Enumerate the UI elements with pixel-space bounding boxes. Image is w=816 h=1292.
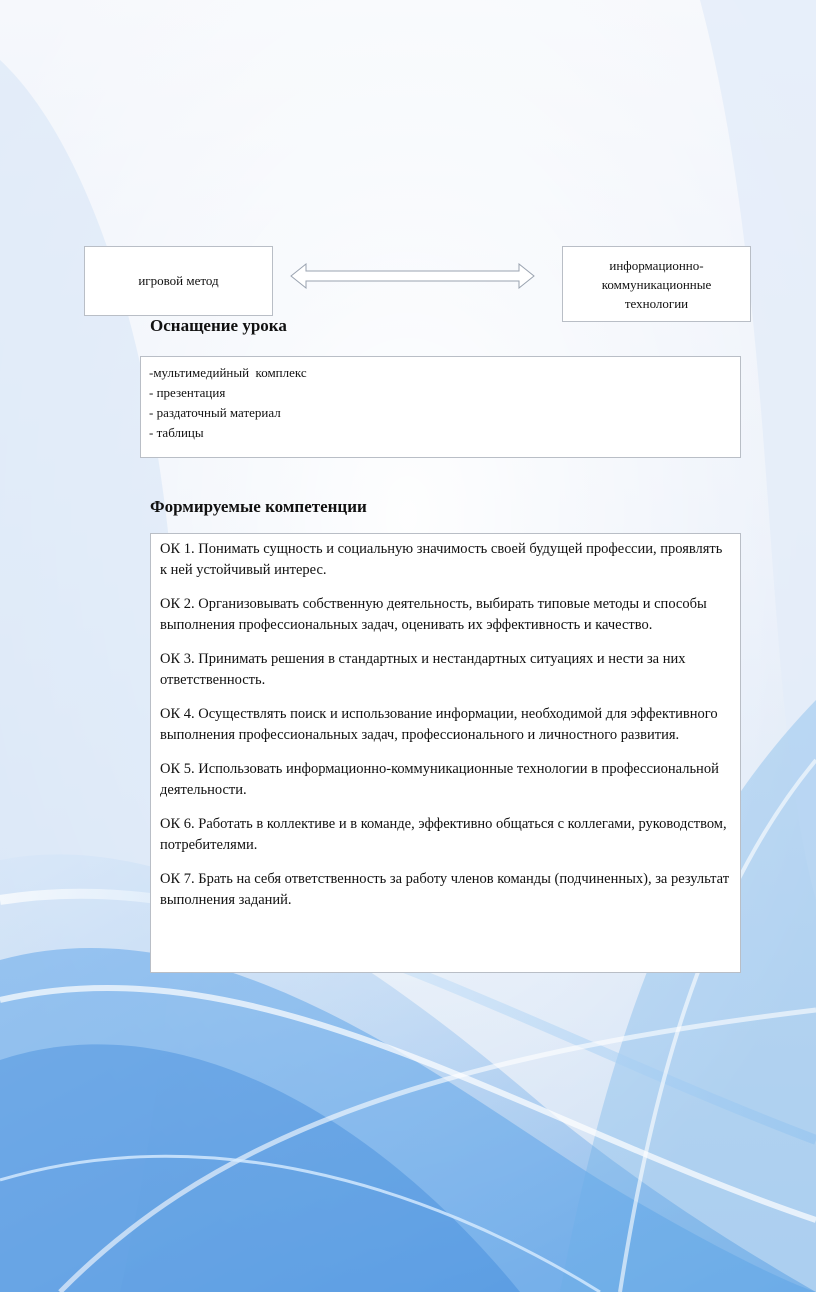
- equipment-item: - раздаточный материал: [149, 405, 281, 420]
- equipment-heading: Оснащение урока: [150, 316, 287, 335]
- method-ict-line: технологии: [624, 295, 689, 311]
- competency-item: ОК 3. Принимать решения в стандартных и нестандартных ситуациях и нести за них ответственность.: [160, 651, 686, 688]
- method-game-label: игровой метод: [138, 273, 219, 288]
- equipment-item: - презентация: [149, 385, 226, 400]
- competency-item: ОК 6. Работать в коллективе и в команде, эффективно общаться с коллегами, руководством, потребителями.: [160, 816, 727, 853]
- equipment-item: - таблицы: [149, 425, 204, 440]
- competency-item: ОК 5. Использовать информационно-коммуникационные технологии в профессиональной деятельности.: [160, 761, 719, 798]
- method-ict-line: коммуникационные: [601, 276, 712, 292]
- method-box-ict: [562, 246, 751, 322]
- competency-item: ОК 2. Организовывать собственную деятельность, выбирать типовые методы и способы выполнения профессиональных задач, оценивать их эффективность и качество.: [160, 596, 707, 633]
- method-ict-line: информационно-: [609, 257, 704, 273]
- competencies-list: [150, 533, 741, 973]
- competency-item: ОК 1. Понимать сущность и социальную значимость своей будущей профессии, проявлять к ней устойчивый интерес.: [160, 541, 723, 578]
- competency-item: ОК 7. Брать на себя ответственность за работу членов команды (подчиненных), за результат выполнения заданий.: [160, 871, 730, 908]
- competency-item: ОК 4. Осуществлять поиск и использование информации, необходимой для эффективного выполнения профессиональных задач, профессионального и личностного развития.: [160, 706, 718, 743]
- equipment-item: -мультимедийный комплекс: [149, 365, 307, 380]
- equipment-list: [140, 356, 741, 458]
- method-box-game: [84, 246, 273, 316]
- double-arrow-icon: [290, 263, 535, 289]
- competencies-heading: Формируемые компетенции: [150, 497, 367, 516]
